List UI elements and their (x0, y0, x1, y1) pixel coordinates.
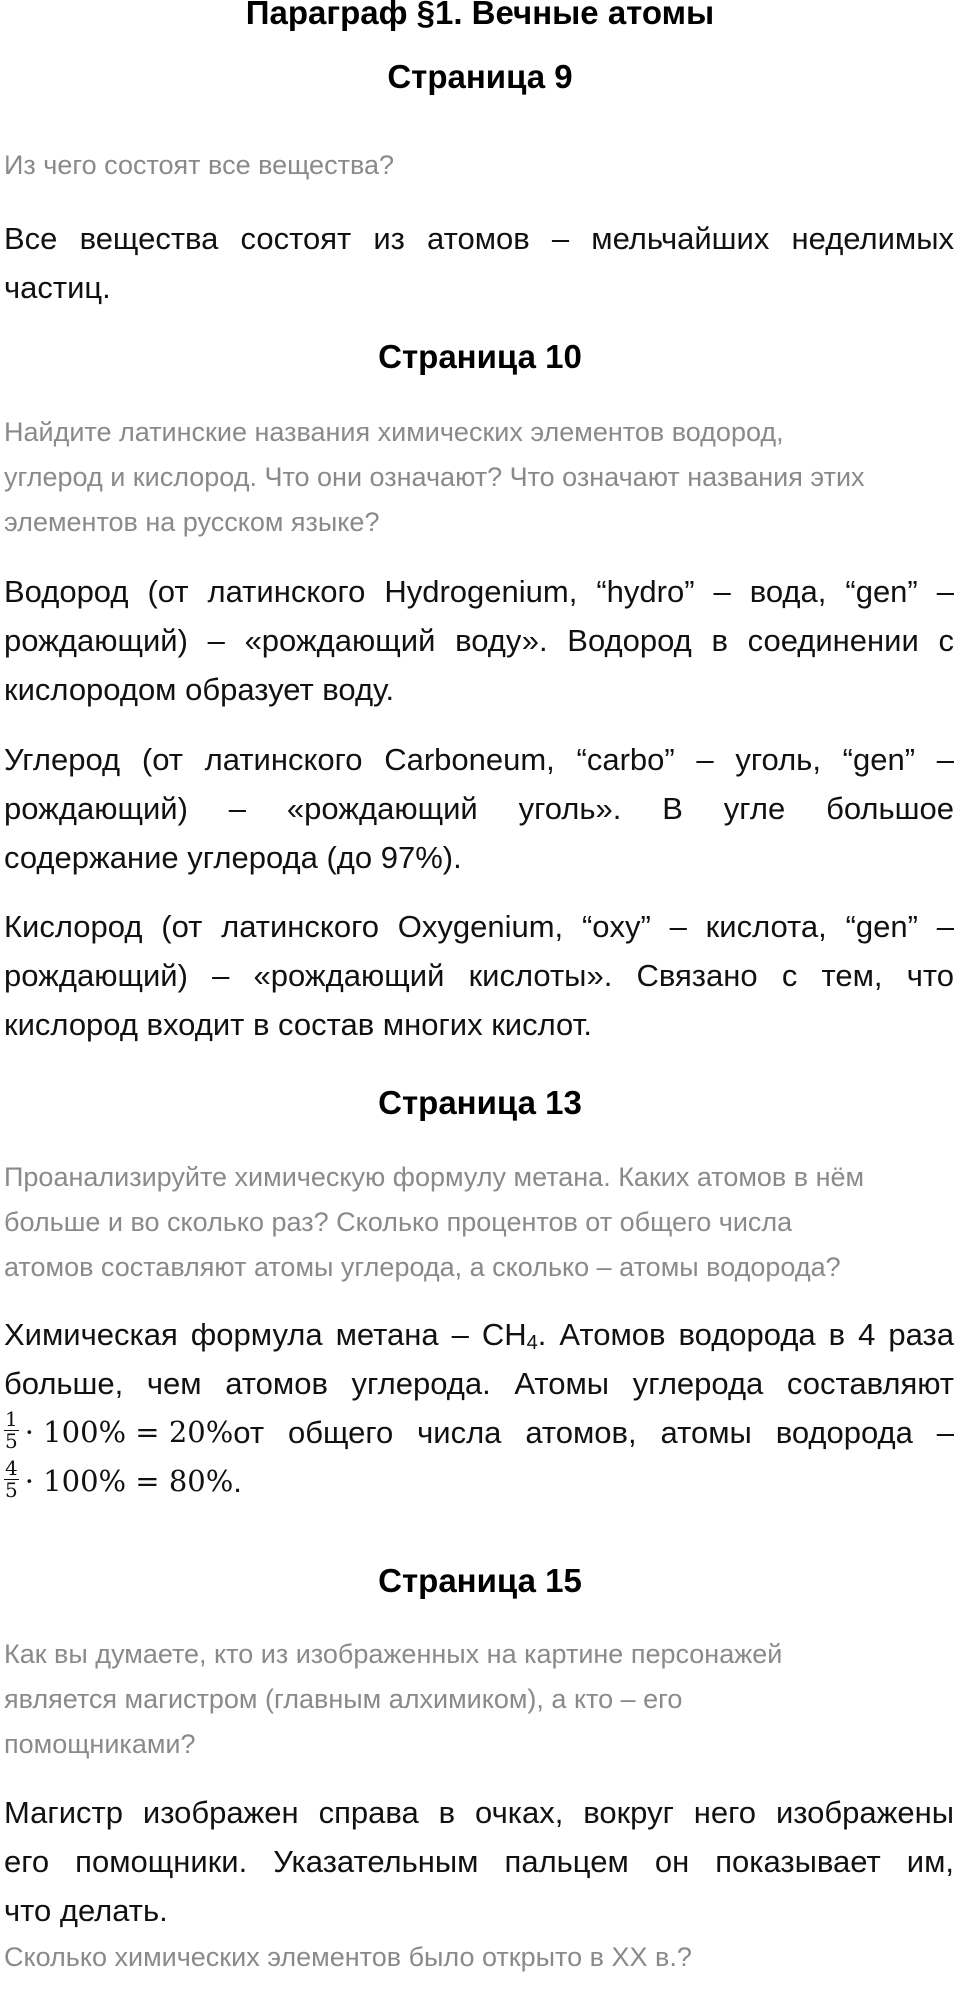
answer-line: содержание углерода (до 97%). (4, 840, 462, 875)
question-line: помощниками? (4, 1729, 196, 1759)
question-page-13 (4, 1155, 954, 1290)
fraction-denominator: 5 (5, 1478, 18, 1502)
answer-line-text: . (233, 1464, 242, 1499)
math-expression-text: · 100% = 20% (24, 1415, 234, 1449)
question-page-10 (4, 410, 954, 545)
question-page-15 (4, 1632, 954, 1767)
answer-line: рождающий) – «рождающий кислоты». Связано с тем, что (4, 958, 954, 993)
answer-line-text: от общего числа атомов, атомы водорода – (233, 1415, 954, 1450)
question-line: Из чего состоят все вещества? (4, 150, 395, 180)
question-page-15-second (4, 1935, 954, 1980)
answer-page-9 (4, 214, 954, 312)
answer-line: Кислород (от латинского Oxygenium, “oxy” – кислота, “gen” – (4, 909, 954, 944)
math-expression-text: · 100% = 80% (24, 1464, 234, 1498)
paragraph-title: Параграф §1. Вечные атомы (245, 0, 715, 31)
answer-line: рождающий) – «рождающий уголь». В угле большое (4, 791, 954, 826)
answer-line-4 (4, 1457, 954, 1506)
answer-page-15 (4, 1788, 954, 1935)
question-line: атомов составляют атомы углерода, а сколько – атомы водорода? (4, 1252, 841, 1282)
question-line: Проанализируйте химическую формулу метана. Каких атомов в нём (4, 1162, 865, 1192)
question-line: является магистром (главным алхимиком), а кто – его (4, 1684, 683, 1714)
answer-line: Все вещества состоят из атомов – мельчайших неделимых (4, 221, 954, 256)
answer-carbon (4, 735, 954, 882)
question-line: Сколько химических элементов было открыто в XX в.? (4, 1942, 692, 1972)
section-heading-page-9: Страница 9 (387, 58, 573, 95)
question-line: Как вы думаете, кто из изображенных на картине персонажей (4, 1639, 783, 1669)
answer-line: кислородом образует воду. (4, 672, 395, 707)
answer-oxygen (4, 902, 954, 1049)
fraction-denominator: 5 (5, 1429, 18, 1453)
answer-line: кислород входит в состав многих кислот. (4, 1007, 592, 1042)
answer-line-3 (4, 1408, 954, 1457)
fraction-carbon (4, 1409, 19, 1452)
question-page-9 (4, 143, 954, 188)
formula-text-tail: . Атомов водорода в 4 раза (537, 1317, 954, 1352)
fraction-hydrogen (4, 1458, 19, 1501)
math-expression-carbon (4, 1408, 233, 1457)
answer-hydrogen (4, 567, 954, 714)
question-line: Найдите латинские названия химических элементов водород, (4, 417, 784, 447)
question-line: элементов на русском языке? (4, 507, 380, 537)
answer-line: частиц. (4, 270, 111, 305)
answer-line-2: больше, чем атомов углерода. Атомы углерода составляют (4, 1366, 954, 1401)
answer-line: Водород (от латинского Hydrogenium, “hydro” – вода, “gen” – (4, 574, 954, 609)
answer-line: Магистр изображен справа в очках, вокруг него изображены (4, 1795, 954, 1830)
section-heading-page-10: Страница 10 (378, 338, 582, 375)
fraction-numerator: 1 (5, 1407, 18, 1431)
section-heading-page-15: Страница 15 (378, 1562, 582, 1599)
fraction-numerator: 4 (5, 1456, 18, 1480)
answer-line: рождающий) – «рождающий воду». Водород в соединении с (4, 623, 954, 658)
question-line: больше и во сколько раз? Сколько процентов от общего числа (4, 1207, 793, 1237)
answer-line: что делать. (4, 1893, 168, 1928)
answer-line: его помощники. Указательным пальцем он показывает им, (4, 1844, 954, 1879)
answer-line-1 (4, 1310, 954, 1359)
formula-text: Химическая формула метана – CH (4, 1317, 527, 1352)
section-heading-page-13: Страница 13 (378, 1084, 582, 1121)
question-line: углерод и кислород. Что они означают? Что означают названия этих (4, 462, 865, 492)
answer-page-13 (4, 1310, 954, 1506)
answer-line: Углерод (от латинского Carboneum, “carbo” – уголь, “gen” – (4, 742, 954, 777)
formula-subscript: 4 (526, 1332, 538, 1354)
